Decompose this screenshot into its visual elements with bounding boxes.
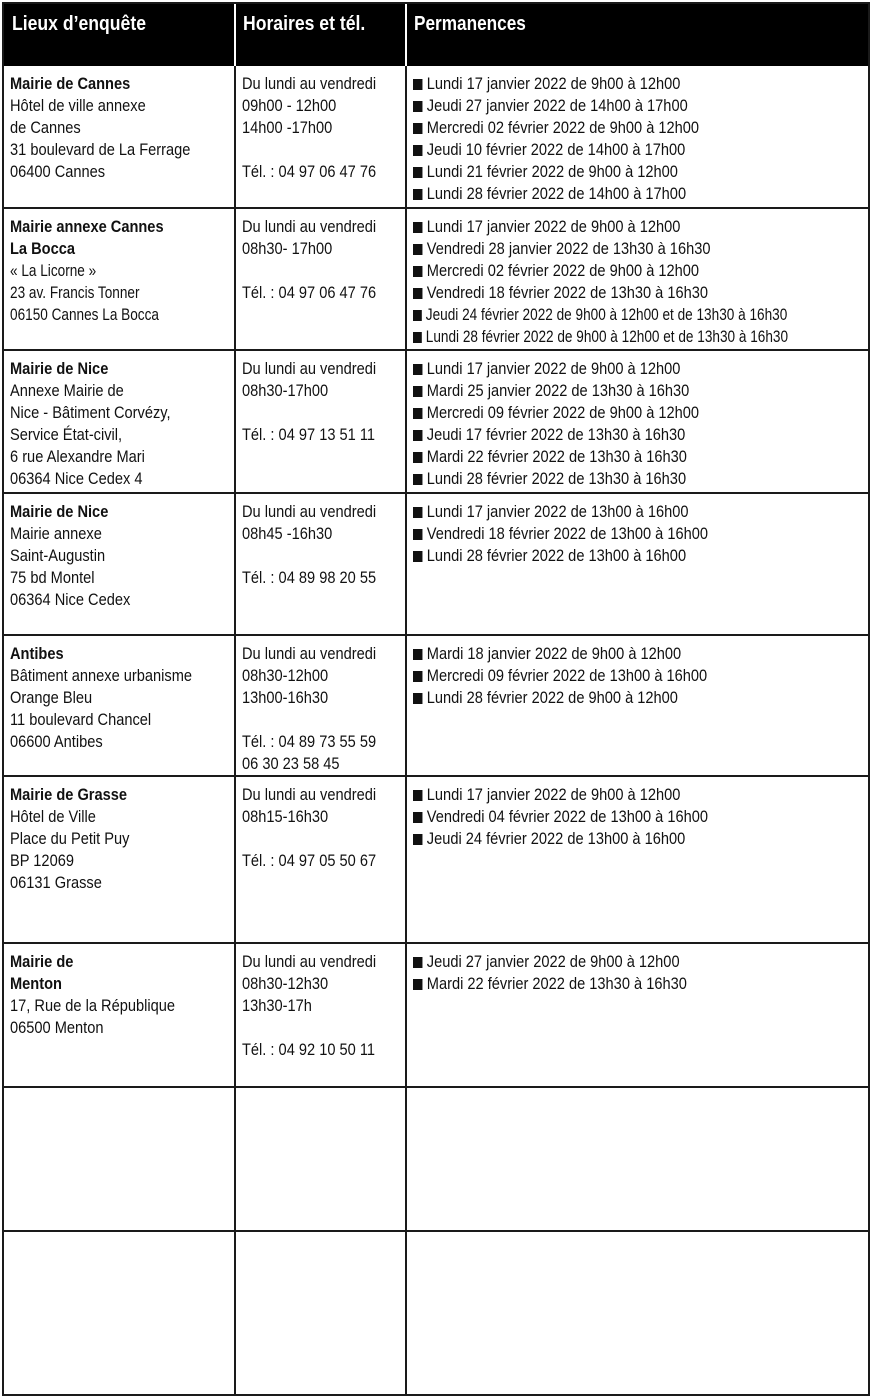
session-item xyxy=(413,643,804,665)
table-row xyxy=(4,66,868,209)
table-row xyxy=(4,944,868,1088)
square-bullet-icon xyxy=(413,551,422,562)
session-item xyxy=(413,358,804,380)
opening-hours-line: Du lundi au vendredi xyxy=(242,74,377,93)
session-item xyxy=(413,424,804,446)
place-address-line: 75 bd Montel xyxy=(10,568,95,587)
place-cell xyxy=(10,944,232,1086)
place-address-line: 06131 Grasse xyxy=(10,873,102,892)
place-name: Antibes xyxy=(10,644,64,663)
place-name: Mairie de Grasse xyxy=(10,785,128,804)
session-item xyxy=(413,402,804,424)
square-bullet-icon xyxy=(413,364,422,375)
header-permanences: Permanences xyxy=(414,13,526,35)
place-cell xyxy=(10,777,232,942)
table-row xyxy=(4,351,868,494)
opening-hours-line: 08h30-17h00 xyxy=(242,381,329,400)
square-bullet-icon xyxy=(413,474,422,485)
session-item xyxy=(413,784,804,806)
place-cell xyxy=(10,351,232,492)
session-text: Mardi 22 février 2022 de 13h30 à 16h30 xyxy=(426,447,687,466)
place-cell xyxy=(10,1088,232,1230)
session-item xyxy=(413,446,804,468)
header-divider xyxy=(234,4,236,66)
place-name: Mairie de Nice xyxy=(10,502,109,521)
place-address-line: 06150 Cannes La Bocca xyxy=(10,305,159,324)
square-bullet-icon xyxy=(413,812,422,823)
square-bullet-icon xyxy=(413,332,422,343)
place-name: Mairie de Cannes xyxy=(10,74,131,93)
place-address-line: Hôtel de ville annexe xyxy=(10,96,146,115)
square-bullet-icon xyxy=(413,145,422,156)
sessions-cell xyxy=(413,777,868,942)
place-name: Mairie de xyxy=(10,952,74,971)
place-address-line: 06500 Menton xyxy=(10,1018,104,1037)
session-item xyxy=(413,973,804,995)
hours-cell xyxy=(242,1088,402,1230)
session-text: Jeudi 10 février 2022 de 14h00 à 17h00 xyxy=(426,140,686,159)
opening-hours-line: Du lundi au vendredi xyxy=(242,502,377,521)
phone-number: 06 30 23 58 45 xyxy=(242,754,340,773)
place-name: Mairie de Nice xyxy=(10,359,109,378)
place-address-line: Place du Petit Puy xyxy=(10,829,130,848)
place-address-line: Saint-Augustin xyxy=(10,546,106,565)
square-bullet-icon xyxy=(413,671,422,682)
hours-cell xyxy=(242,494,402,634)
column-divider xyxy=(405,66,407,1394)
place-address-line: Mairie annexe xyxy=(10,524,102,543)
square-bullet-icon xyxy=(413,386,422,397)
session-item xyxy=(413,95,804,117)
place-name: Menton xyxy=(10,974,62,993)
session-item xyxy=(413,326,789,348)
opening-hours-line: Du lundi au vendredi xyxy=(242,785,377,804)
square-bullet-icon xyxy=(413,189,422,200)
session-item xyxy=(413,951,804,973)
square-bullet-icon xyxy=(413,123,422,134)
header-divider xyxy=(405,4,407,66)
session-item xyxy=(413,687,804,709)
header-horaires: Horaires et tél. xyxy=(243,13,366,35)
place-address-line: Hôtel de Ville xyxy=(10,807,96,826)
phone-number: Tél. : 04 92 10 50 11 xyxy=(242,1040,376,1059)
square-bullet-icon xyxy=(413,649,422,660)
table-row xyxy=(4,494,868,636)
session-item xyxy=(413,545,804,567)
place-address-line: Orange Bleu xyxy=(10,688,93,707)
place-address-line: 23 av. Francis Tonner xyxy=(10,283,140,302)
session-item xyxy=(413,304,788,326)
session-text: Lundi 17 janvier 2022 de 9h00 à 12h00 xyxy=(426,359,681,378)
session-text: Jeudi 27 janvier 2022 de 9h00 à 12h00 xyxy=(426,952,680,971)
opening-hours-line: 13h00-16h30 xyxy=(242,688,329,707)
table-header xyxy=(4,4,868,66)
square-bullet-icon xyxy=(413,452,422,463)
session-text: Mercredi 02 février 2022 de 9h00 à 12h00 xyxy=(426,118,700,137)
phone-number: Tél. : 04 89 73 55 59 xyxy=(242,732,377,751)
session-text: Lundi 28 février 2022 de 14h00 à 17h00 xyxy=(426,184,687,203)
session-text: Mardi 25 janvier 2022 de 13h30 à 16h30 xyxy=(426,381,690,400)
place-cell xyxy=(10,1232,232,1394)
session-item xyxy=(413,216,804,238)
square-bullet-icon xyxy=(413,79,422,90)
session-item xyxy=(413,828,804,850)
session-text: Lundi 28 février 2022 de 9h00 à 12h00 xyxy=(426,688,678,707)
opening-hours-line: Du lundi au vendredi xyxy=(242,217,377,236)
phone-number: Tél. : 04 97 13 51 11 xyxy=(242,425,376,444)
session-item xyxy=(413,523,804,545)
square-bullet-icon xyxy=(413,244,422,255)
place-address-line: 6 rue Alexandre Mari xyxy=(10,447,145,466)
hours-cell xyxy=(242,777,402,942)
session-item xyxy=(413,161,804,183)
hours-cell xyxy=(242,66,402,207)
place-address-line: 11 boulevard Chancel xyxy=(10,710,152,729)
session-text: Mercredi 09 février 2022 de 13h00 à 16h00 xyxy=(426,666,708,685)
square-bullet-icon xyxy=(413,167,422,178)
place-cell xyxy=(10,636,232,775)
permanences-table xyxy=(2,2,870,1396)
session-text: Mercredi 09 février 2022 de 9h00 à 12h00 xyxy=(426,403,700,422)
phone-number: Tél. : 04 97 05 50 67 xyxy=(242,851,377,870)
place-address-line: 17, Rue de la République xyxy=(10,996,176,1015)
column-divider xyxy=(234,66,236,1394)
square-bullet-icon xyxy=(413,790,422,801)
hours-cell xyxy=(242,209,402,349)
session-text: Vendredi 04 février 2022 de 13h00 à 16h00 xyxy=(426,807,709,826)
square-bullet-icon xyxy=(413,834,422,845)
square-bullet-icon xyxy=(413,957,422,968)
square-bullet-icon xyxy=(413,266,422,277)
phone-number: Tél. : 04 97 06 47 76 xyxy=(242,162,377,181)
session-item xyxy=(413,238,804,260)
place-address-line: 06364 Nice Cedex 4 xyxy=(10,469,143,488)
session-item xyxy=(413,260,804,282)
session-text: Jeudi 27 janvier 2022 de 14h00 à 17h00 xyxy=(426,96,688,115)
place-address-line: 06364 Nice Cedex xyxy=(10,590,131,609)
session-text: Lundi 28 février 2022 de 13h00 à 16h00 xyxy=(426,546,687,565)
sessions-cell xyxy=(413,1088,868,1230)
place-address-line: « La Licorne » xyxy=(10,261,97,280)
sessions-cell xyxy=(413,351,868,492)
session-text: Lundi 21 février 2022 de 9h00 à 12h00 xyxy=(426,162,678,181)
opening-hours-line: 08h30-12h30 xyxy=(242,974,329,993)
place-address-line: 31 boulevard de La Ferrage xyxy=(10,140,191,159)
table-row xyxy=(4,636,868,777)
session-text: Lundi 17 janvier 2022 de 13h00 à 16h00 xyxy=(426,502,689,521)
square-bullet-icon xyxy=(413,310,422,321)
session-text: Lundi 28 février 2022 de 13h30 à 16h30 xyxy=(426,469,687,488)
opening-hours-line: 13h30-17h xyxy=(242,996,312,1015)
square-bullet-icon xyxy=(413,222,422,233)
square-bullet-icon xyxy=(413,101,422,112)
sessions-cell xyxy=(413,209,868,349)
session-item xyxy=(413,139,804,161)
hours-cell xyxy=(242,1232,402,1394)
session-text: Jeudi 24 février 2022 de 9h00 à 12h00 et de 13h30 à 16h30 xyxy=(425,305,788,324)
place-address-line: BP 12069 xyxy=(10,851,74,870)
place-address-line: 06400 Cannes xyxy=(10,162,106,181)
opening-hours-line: Du lundi au vendredi xyxy=(242,644,377,663)
sessions-cell xyxy=(413,944,868,1086)
session-text: Jeudi 24 février 2022 de 13h00 à 16h00 xyxy=(426,829,686,848)
session-item xyxy=(413,282,804,304)
square-bullet-icon xyxy=(413,507,422,518)
opening-hours-line: 08h30-12h00 xyxy=(242,666,329,685)
opening-hours-line: 08h15-16h30 xyxy=(242,807,329,826)
sessions-cell xyxy=(413,494,868,634)
opening-hours-line: Du lundi au vendredi xyxy=(242,359,377,378)
opening-hours-line: 14h00 -17h00 xyxy=(242,118,333,137)
sessions-cell xyxy=(413,66,868,207)
table-row xyxy=(4,209,868,351)
square-bullet-icon xyxy=(413,529,422,540)
square-bullet-icon xyxy=(413,979,422,990)
phone-number: Tél. : 04 97 06 47 76 xyxy=(242,283,377,302)
header-lieux: Lieux d’enquête xyxy=(12,13,146,35)
sessions-cell xyxy=(413,636,868,775)
hours-cell xyxy=(242,636,402,775)
place-cell xyxy=(10,209,232,349)
opening-hours-line: 09h00 - 12h00 xyxy=(242,96,337,115)
hours-cell xyxy=(242,944,402,1086)
phone-number: Tél. : 04 89 98 20 55 xyxy=(242,568,377,587)
place-address-line: de Cannes xyxy=(10,118,81,137)
place-cell xyxy=(10,494,232,634)
place-address-line: Nice - Bâtiment Corvézy, xyxy=(10,403,171,422)
session-text: Vendredi 18 février 2022 de 13h30 à 16h30 xyxy=(426,283,709,302)
session-text: Lundi 17 janvier 2022 de 9h00 à 12h00 xyxy=(426,217,681,236)
session-item xyxy=(413,501,804,523)
place-address-line: Annexe Mairie de xyxy=(10,381,124,400)
square-bullet-icon xyxy=(413,408,422,419)
square-bullet-icon xyxy=(413,693,422,704)
place-cell xyxy=(10,66,232,207)
place-address-line: 06600 Antibes xyxy=(10,732,103,751)
session-text: Lundi 17 janvier 2022 de 9h00 à 12h00 xyxy=(426,785,681,804)
table-row xyxy=(4,1232,868,1394)
place-name: La Bocca xyxy=(10,239,76,258)
square-bullet-icon xyxy=(413,288,422,299)
session-text: Vendredi 28 janvier 2022 de 13h30 à 16h30 xyxy=(426,239,711,258)
table-row xyxy=(4,1088,868,1232)
place-address-line: Bâtiment annexe urbanisme xyxy=(10,666,193,685)
session-text: Mardi 22 février 2022 de 13h30 à 16h30 xyxy=(426,974,687,993)
session-item xyxy=(413,380,804,402)
session-item xyxy=(413,73,804,95)
opening-hours-line: 08h30- 17h00 xyxy=(242,239,333,258)
hours-cell xyxy=(242,351,402,492)
session-text: Jeudi 17 février 2022 de 13h30 à 16h30 xyxy=(426,425,686,444)
session-text: Lundi 28 février 2022 de 9h00 à 12h00 et de 13h30 à 16h30 xyxy=(425,327,789,346)
session-text: Mardi 18 janvier 2022 de 9h00 à 12h00 xyxy=(426,644,682,663)
session-text: Mercredi 02 février 2022 de 9h00 à 12h00 xyxy=(426,261,700,280)
session-item xyxy=(413,468,804,490)
session-item xyxy=(413,183,804,205)
square-bullet-icon xyxy=(413,430,422,441)
place-name: Mairie annexe Cannes xyxy=(10,217,164,236)
opening-hours-line: 08h45 -16h30 xyxy=(242,524,333,543)
session-item xyxy=(413,117,804,139)
session-text: Lundi 17 janvier 2022 de 9h00 à 12h00 xyxy=(426,74,681,93)
table-row xyxy=(4,777,868,944)
session-text: Vendredi 18 février 2022 de 13h00 à 16h00 xyxy=(426,524,709,543)
sessions-cell xyxy=(413,1232,868,1394)
opening-hours-line: Du lundi au vendredi xyxy=(242,952,377,971)
session-item xyxy=(413,806,804,828)
place-address-line: Service État-civil, xyxy=(10,425,123,444)
session-item xyxy=(413,665,804,687)
